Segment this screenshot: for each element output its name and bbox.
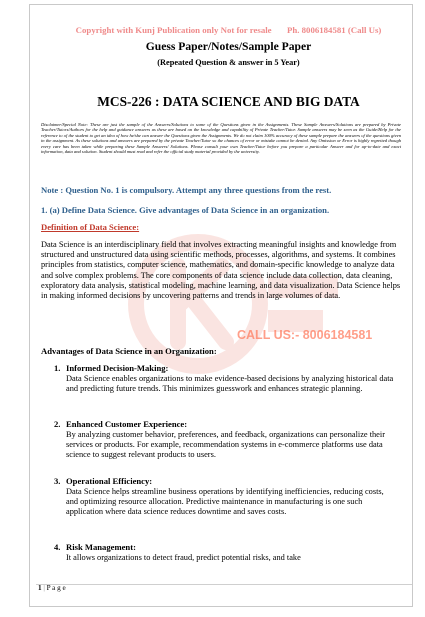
advantage-number: 1. <box>54 363 61 373</box>
advantage-item <box>54 363 394 394</box>
page-number-separator: | <box>43 584 45 592</box>
advantages-heading: Advantages of Data Science in an Organization: <box>41 346 217 356</box>
advantage-title-text: Informed Decision-Making: <box>66 363 169 373</box>
page-title: MCS-226 : DATA SCIENCE AND BIG DATA <box>97 94 360 109</box>
advantage-title-text: Risk Management: <box>66 542 136 552</box>
footer-divider <box>36 584 412 585</box>
definition-heading: Definition of Data Science: <box>41 222 140 232</box>
advantage-title-text: Enhanced Customer Experience: <box>66 419 188 429</box>
document-subnote: (Repeated Question & answer in 5 Year) <box>157 58 300 67</box>
advantage-item <box>54 476 394 517</box>
advantage-title <box>54 476 394 487</box>
advantage-item <box>54 419 394 460</box>
exam-instruction: Note : Question No. 1 is compulsory. Attempt any three questions from the rest. <box>41 185 332 195</box>
disclaimer-text: Disclaimer/Special Note: These are just the sample of the Answers/Solutions to some of the Questions given in the Assignments. These Sample Answers/Solutions are prepared by Private Teacher/Tutors/Authors for the help and guidance answers as these are based on the knowledge and capability of Private Teacher/Tutor. Sample answers may be seen as the Guide/Help for the reference to of the student to get an idea of how he/she can answer the Questions given the Assignments. We do not claim 100% accuracy of these sample prepare the answers of the questions given in the assignment. As these solutions and answers are prepared by the private Teacher/Tutor so the chances of error or mistake cannot be denied. Any Omission or Error is highly regretted though every care has been taken while preparing these Sample Answers/ Solutions. Please consult your own Teacher/Tutor before you prepare a particular Answer and for up-to-date and exact information, data and solution. Student should must read and refer the official study material provided by the university. <box>41 122 401 155</box>
advantage-number: 2. <box>54 419 61 429</box>
page-label: P a g e <box>46 584 66 592</box>
definition-paragraph: Data Science is an interdisciplinary field that involves extracting meaningful insights and knowledge from structured and unstructured data using scientific methods, processes, algorithms, and systems. It combines principles from statistics, computer science, mathematics, and domain-specific knowledge to analyze data and solve complex problems. The core components of data science include data collection, data cleaning, exploratory data analysis, statistical modeling, machine learning, and data visualization. Data Science helps in making informed decisions by uncovering patterns and trends in large volumes of data. <box>41 240 401 301</box>
advantage-title-text: Operational Efficiency: <box>66 476 153 486</box>
advantage-item <box>54 542 394 563</box>
contact-phone: Ph. 8006184581 (Call Us) <box>286 25 382 35</box>
advantage-title <box>54 542 394 553</box>
question-heading: 1. (a) Define Data Science. Give advantages of Data Science in an organization. <box>41 205 330 215</box>
advantage-title <box>54 419 394 430</box>
copyright-line <box>36 25 421 35</box>
copyright-text: Copyright with Kunj Publication only Not for resale <box>75 25 272 35</box>
advantage-title <box>54 363 394 374</box>
advantage-description: It allows organizations to detect fraud, predict potential risks, and take <box>66 552 301 562</box>
page-number <box>38 584 66 592</box>
advantage-description: Data Science helps streamline business operations by identifying inefficiencies, reducing costs, and optimizing resource allocation. Predictive maintenance in manufacturing is one such application where data science reduces downtime and saves costs. <box>66 486 384 516</box>
page-number-value: 1 <box>38 584 42 592</box>
advantage-number: 3. <box>54 476 61 486</box>
advantage-number: 4. <box>54 542 61 552</box>
document-subtitle: Guess Paper/Notes/Sample Paper <box>145 40 312 53</box>
advantage-description: By analyzing customer behavior, preferences, and feedback, organizations can personalize their services or products. For example, recommendation systems in e-commerce platforms use data science to suggest relevant products to users. <box>66 429 385 459</box>
advantage-description: Data Science enables organizations to make evidence-based decisions by analyzing historical data and predicting future trends. This minimizes guesswork and enhances strategic planning. <box>66 373 394 393</box>
watermark-phone: CALL US:- 8006184581 <box>237 328 373 342</box>
